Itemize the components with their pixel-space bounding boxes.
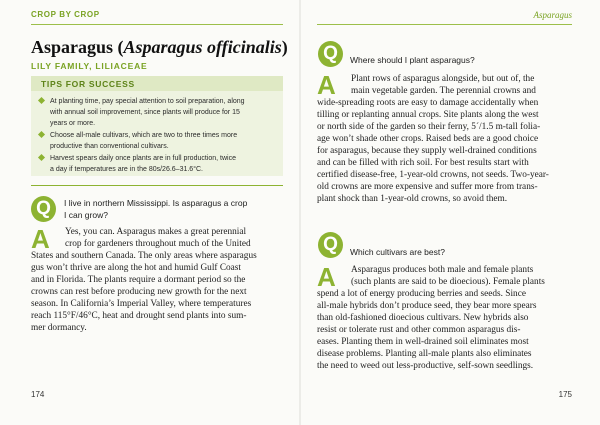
left-page (0, 0, 299, 425)
answer-line: Yes, you can. Asparagus makes a great perennial (65, 227, 247, 237)
title-common-name: Asparagus ( (31, 37, 124, 57)
question-text (64, 197, 284, 221)
answer-line: crowns can rest before producing new growth for the next (31, 287, 247, 297)
answer-line: eases. Planting them in well-drained soil eliminates most (317, 337, 529, 347)
answer-line: States and southern Canada. The only areas where asparagus (31, 251, 257, 261)
answer-line: age won’t shade other crops. Raised beds are a good choice (317, 134, 539, 144)
answer-line: than old-fashioned dioecious cultivars. New hybrids also (317, 313, 529, 323)
tip-line: with annual soil improvement, since plants will produce for 15 (50, 109, 240, 116)
answer-line: Asparagus produces both male and female plants (351, 265, 534, 275)
q-circle-icon: Q (31, 196, 56, 222)
answer-line: spend a lot of energy producing berries and seeds. Since (317, 289, 526, 299)
plant-family: LILY FAMILY, LILIACEAE (31, 61, 148, 71)
tip-line: productive than conventional cultivars. (50, 143, 169, 150)
answer-line: reach 115°F/46°C, heat and drought send plants into sum- (31, 311, 247, 321)
section-rule (31, 185, 283, 186)
diamond-bullet-icon (38, 131, 45, 138)
tip-line: Choose all-male cultivars, which are two to three times more (50, 132, 238, 139)
tip-line: a day if temperatures are in the 80s/26.6–31.6°C. (50, 166, 204, 173)
question-line: I live in northern Mississippi. Is asparagus a crop (64, 198, 248, 208)
answer-line: plant shock than 1-year-old crowns, so avoid them. (317, 194, 508, 204)
tips-box (31, 76, 283, 176)
answer-line: for asparagus, because they supply well-drained conditions (317, 146, 537, 156)
answer-line: resist or tolerate rust and other common asparagus dis- (317, 325, 521, 335)
page-title (31, 37, 288, 58)
answer-line: Plant rows of asparagus alongside, but out of, the (351, 74, 535, 84)
a-letter-icon: A (317, 70, 336, 100)
answer-line: the need to weed out less-productive, self-sown seedlings. (317, 361, 534, 371)
answer-line: crop for gardeners throughout much of the United (65, 239, 251, 249)
title-close-paren: ) (281, 37, 288, 57)
question-text: Which cultivars are best? (350, 247, 445, 257)
question-text: Where should I plant asparagus? (350, 55, 475, 65)
answer-line: and can be filled with rich soil. For best results start with (317, 158, 529, 168)
q-circle-icon: Q (318, 232, 343, 258)
running-head-left: CROP BY CROP (31, 10, 100, 19)
top-rule-right (317, 24, 572, 25)
answer-line: or north side of the garden so their ferny, 5´/1.5 m-tall folia- (317, 122, 541, 132)
answer-line: gus won’t thrive are along the hot and humid Gulf Coast (31, 263, 242, 273)
answer-line: all-male hybrids don’t produce seed, they bear more spears (317, 301, 537, 311)
question-line: I can grow? (64, 210, 108, 220)
answer-text (317, 70, 573, 205)
answer-line: certified disease-free, 1-year-old crowns, not seeds. Two-year- (317, 170, 549, 180)
diamond-bullet-icon (38, 154, 45, 161)
answer-line: tilling or replanting annual crops. Site plants along the west (317, 110, 539, 120)
diamond-bullet-icon (38, 97, 45, 104)
answer-line: wide-spreading roots are easy to damage accidentally when (317, 98, 539, 108)
title-latin-name: Asparagus officinalis (123, 37, 282, 57)
tips-heading: TIPS FOR SUCCESS (31, 76, 283, 91)
running-head-right: Asparagus (533, 10, 572, 20)
tip-line: years or more. (50, 120, 96, 127)
answer-text (317, 264, 573, 372)
a-letter-icon: A (31, 224, 50, 254)
right-page (301, 0, 600, 425)
answer-line: disease problems. Planting all-male plants also eliminates (317, 349, 532, 359)
q-circle-icon: Q (318, 41, 343, 67)
answer-text (31, 226, 283, 334)
tip-line: At planting time, pay special attention to soil preparation, along (50, 98, 245, 105)
a-letter-icon: A (317, 262, 336, 292)
answer-line: season. In California’s Imperial Valley, where temperatures (31, 299, 252, 309)
tip-item (39, 130, 275, 152)
answer-line: main vegetable garden. The perennial crowns and (351, 86, 536, 96)
page-number-right: 175 (558, 390, 572, 399)
answer-line: (such plants are said to be dioecious). Female plants (351, 277, 545, 287)
tip-line: Harvest spears daily once plants are in full production, twice (50, 155, 236, 162)
answer-line: mer dormancy. (31, 323, 87, 333)
page-number-left: 174 (31, 390, 45, 399)
tip-item (39, 96, 275, 129)
top-rule-left (31, 24, 283, 25)
tip-item (39, 153, 275, 175)
answer-line: old crowns are more expensive and suffer more from trans- (317, 182, 538, 192)
answer-line: and in Florida. The plants require a dormant period so the (31, 275, 246, 285)
